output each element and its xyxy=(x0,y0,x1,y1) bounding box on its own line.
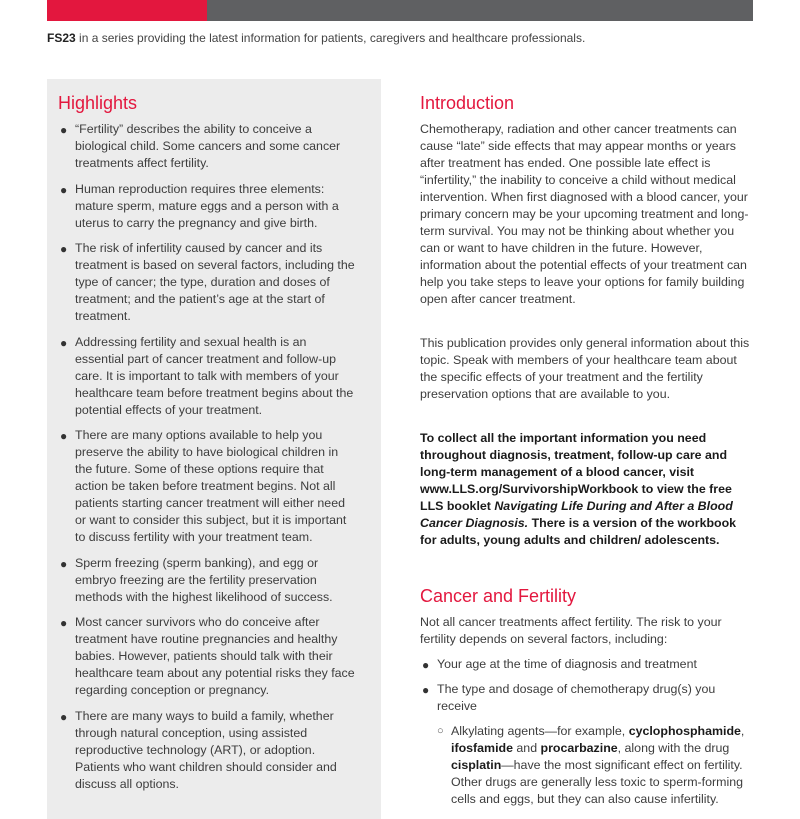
list-item-text: The risk of infertility caused by cancer and its treatment is based on several factors, including the type of cancer; the type, duration and doses of treatment; and the patient’s age at the start of treatment. xyxy=(75,241,355,323)
list-item-text: Human reproduction requires three elements: mature sperm, mature eggs and a person with a uterus to carry the pregnancy and give birth. xyxy=(75,181,339,230)
list-item xyxy=(58,240,358,325)
list-item xyxy=(58,708,358,793)
drug-name: cyclophosphamide xyxy=(628,724,741,738)
list-item-text: There are many ways to build a family, whether through natural conception, using assisted reproductive technology (ART), or adoption. Patients who want children should consider and discuss all options. xyxy=(75,708,337,791)
header-bar xyxy=(207,0,753,21)
list-item-text: “Fertility” describes the ability to conceive a biological child. Some cancers and some cancer treatments affect fertility. xyxy=(75,122,341,170)
booklet-title: Navigating Life During and After a Blood Cancer Diagnosis. xyxy=(420,499,733,530)
series-line xyxy=(47,31,585,45)
list-item xyxy=(58,427,358,546)
bullet-icon: ● xyxy=(60,556,68,571)
workbook-callout-tail: There is a version of the workbook for adults, young adults and children/ adolescents. xyxy=(420,516,737,547)
bullet-icon: ● xyxy=(422,658,430,672)
bullet-icon: ● xyxy=(60,123,68,137)
drug-name: procarbazine xyxy=(540,741,618,755)
list-item-text: Addressing fertility and sexual health is an essential part of cancer treatment and follow-up care. It is important to talk with members of your healthcare team before treatment begins about the potential effects of your treatment. xyxy=(75,334,354,417)
list-item-text: The type and dosage of chemotherapy drug(s) you receive xyxy=(437,682,716,713)
list-item xyxy=(420,656,756,673)
list-item xyxy=(58,555,358,606)
introduction-paragraph: Chemotherapy, radiation and other cancer treatments can cause “late” side effects that may appear months or years after treatment has ended. One possible late effect is “infertility,” the inability to conceive a child without medical intervention. When first diagnosed with a blood cancer, your primary concern may be your upcoming treatment and long-term survival. You may not be thinking about whether you can or want to have children in the future. However, information about the potential effects of your treatment can help you take steps to leave your options for family building open after cancer treatment. xyxy=(420,122,749,306)
workbook-callout-text: To collect all the important information you need throughout diagnosis, treatment, follow-up care and long-term management of a blood cancer, visit www.LLS.org/SurvivorshipWorkbook to view the free LLS booklet xyxy=(420,431,732,513)
bullet-icon: ● xyxy=(60,335,68,350)
highlights-title: Highlights xyxy=(58,93,138,113)
circle-bullet-icon: ○ xyxy=(437,725,444,737)
sub-text: , along with the drug xyxy=(617,741,730,755)
cancer-fertility-intro: Not all cancer treatments affect fertility. The risk to your fertility depends on several factors, including: xyxy=(420,615,722,646)
list-item xyxy=(420,681,756,808)
list-item-text: Most cancer survivors who do conceive after treatment have routine pregnancies and healthy babies. However, patients should talk with their healthcare team about any potential risks they face regarding conception or pregnancy. xyxy=(75,615,355,697)
list-item xyxy=(58,181,358,232)
drug-name: ifosfamide xyxy=(451,741,513,755)
list-item-text: Sperm freezing (sperm banking), and egg or embryo freezing are the fertility preservation methods with the highest likelihood of success. xyxy=(75,555,333,604)
sub-text: —have the most significant effect on fertility. Other drugs are generally less toxic to sperm-forming cells and eggs, but they can also cause infertility. xyxy=(451,758,743,806)
series-code: FS23 xyxy=(47,31,76,45)
highlights-list xyxy=(58,121,358,801)
list-item-text: Your age at the time of diagnosis and treatment xyxy=(437,657,697,671)
bullet-icon: ● xyxy=(422,683,430,697)
bullet-icon: ● xyxy=(60,709,68,724)
bullet-icon: ● xyxy=(60,242,68,256)
list-item xyxy=(58,121,358,172)
introduction-note: This publication provides only general information about this topic. Speak with members of your healthcare team about the specific effects of your treatment and the fertility preservation options that are available to you. xyxy=(420,336,750,401)
risk-factor-list xyxy=(420,656,756,816)
bullet-icon: ● xyxy=(60,182,68,197)
cancer-fertility-title: Cancer and Fertility xyxy=(420,586,577,606)
bullet-icon: ● xyxy=(60,429,68,443)
header-accent-bar xyxy=(47,0,207,21)
drug-sublist xyxy=(437,723,756,808)
introduction-title: Introduction xyxy=(420,93,515,113)
series-text: in a series providing the latest information for patients, caregivers and healthcare professionals. xyxy=(75,31,586,45)
list-item-text: There are many options available to help you preserve the ability to have biological children in the future. Some of these options require that action be taken before treatment begins. Not all patients starting cancer treatment will either need or want to consider this subject, but it is important to discuss fertility with your treatment team. xyxy=(75,428,347,544)
list-item xyxy=(58,614,358,699)
workbook-callout xyxy=(420,430,756,549)
sub-text: Alkylating agents—for example, xyxy=(451,724,629,738)
sub-list-item xyxy=(437,723,756,808)
drug-name: cisplatin xyxy=(451,758,502,772)
bullet-icon: ● xyxy=(60,616,68,630)
list-item xyxy=(58,334,358,419)
sub-text: and xyxy=(512,741,541,755)
sub-text: , xyxy=(740,724,745,738)
